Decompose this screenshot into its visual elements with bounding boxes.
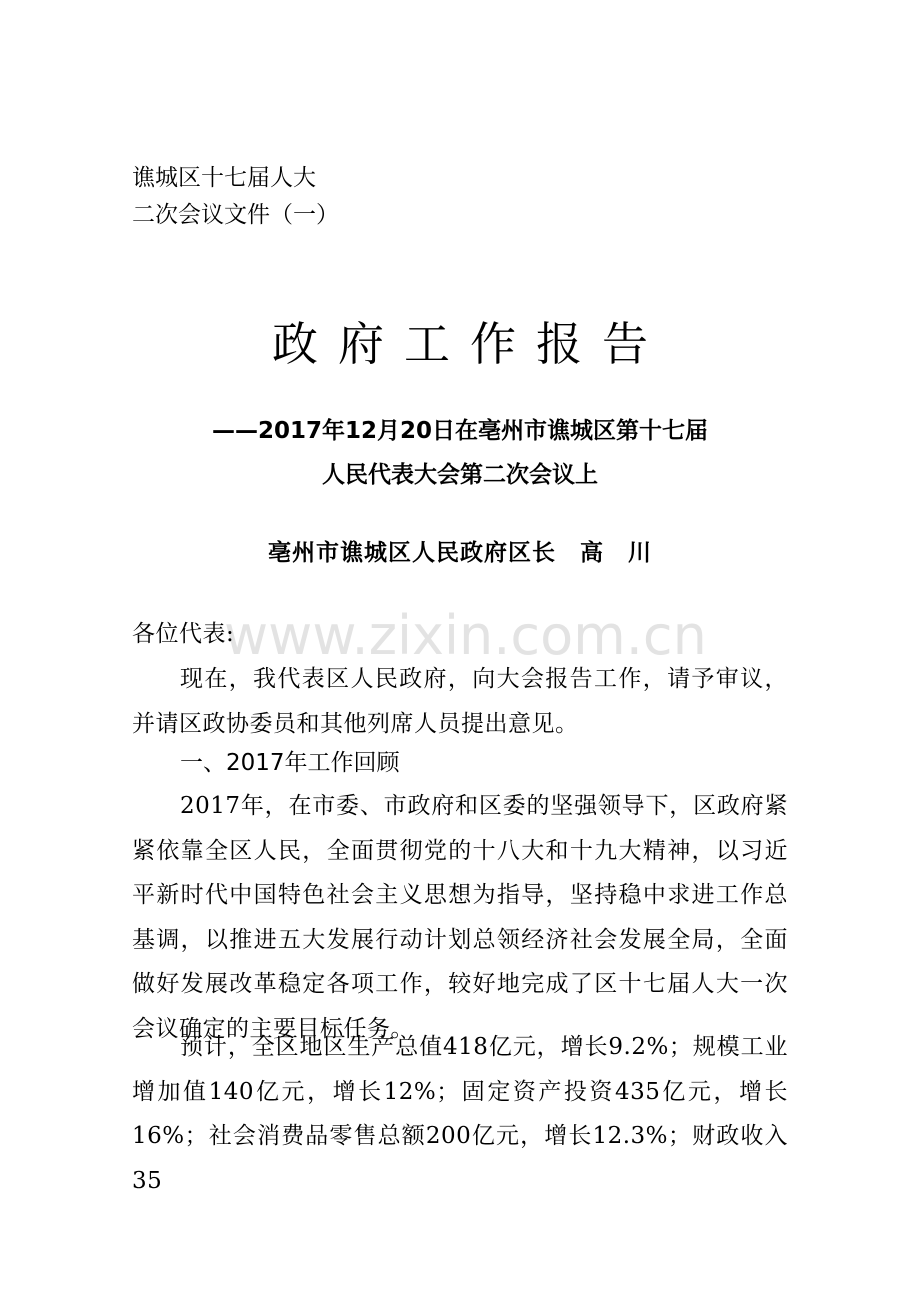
subtitle-line1: ——2017年12月20日在亳州市谯城区第十七届 [211,418,709,444]
subtitle-line2: 人民代表大会第二次会议上 [322,462,598,488]
paragraph-review: 2017年，在市委、市政府和区委的坚强领导下，区政府紧紧依靠全区人民，全面贯彻党的十八大和十九大精神，以习近平新时代中国特色社会主义思想为指导，坚持稳中求进工作总基调，以推进五大发展行动计划总领经济社会发展全局，全面做好发展改革稳定各项工作，较好地完成了区十七届人大一次会议确定的主要目标任务。 [132,793,788,1042]
document-label-line1: 谯城区十七届人大 [132,165,316,191]
paragraph-statistics: 预计，全区地区生产总值418亿元，增长9.2%；规模工业增加值140亿元，增长12%；固定资产投资435亿元，增长16%；社会消费品零售总额200亿元，增长12.3%；财政收入35 [132,1034,788,1194]
salutation: 各位代表: [132,621,235,647]
document-label-line2: 二次会议文件（一） [132,202,339,228]
paragraph-intro: 现在，我代表区人民政府，向大会报告工作，请予审议，并请区政协委员和其他列席人员提出意见。 [132,666,788,737]
document-title: 政府工作报告 [272,317,668,371]
author-line: 亳州市谯城区人民政府区长 高 川 [268,540,652,566]
section-heading: 一、2017年工作回顾 [180,750,400,776]
watermark: www.zixin.com.cn [224,604,707,667]
